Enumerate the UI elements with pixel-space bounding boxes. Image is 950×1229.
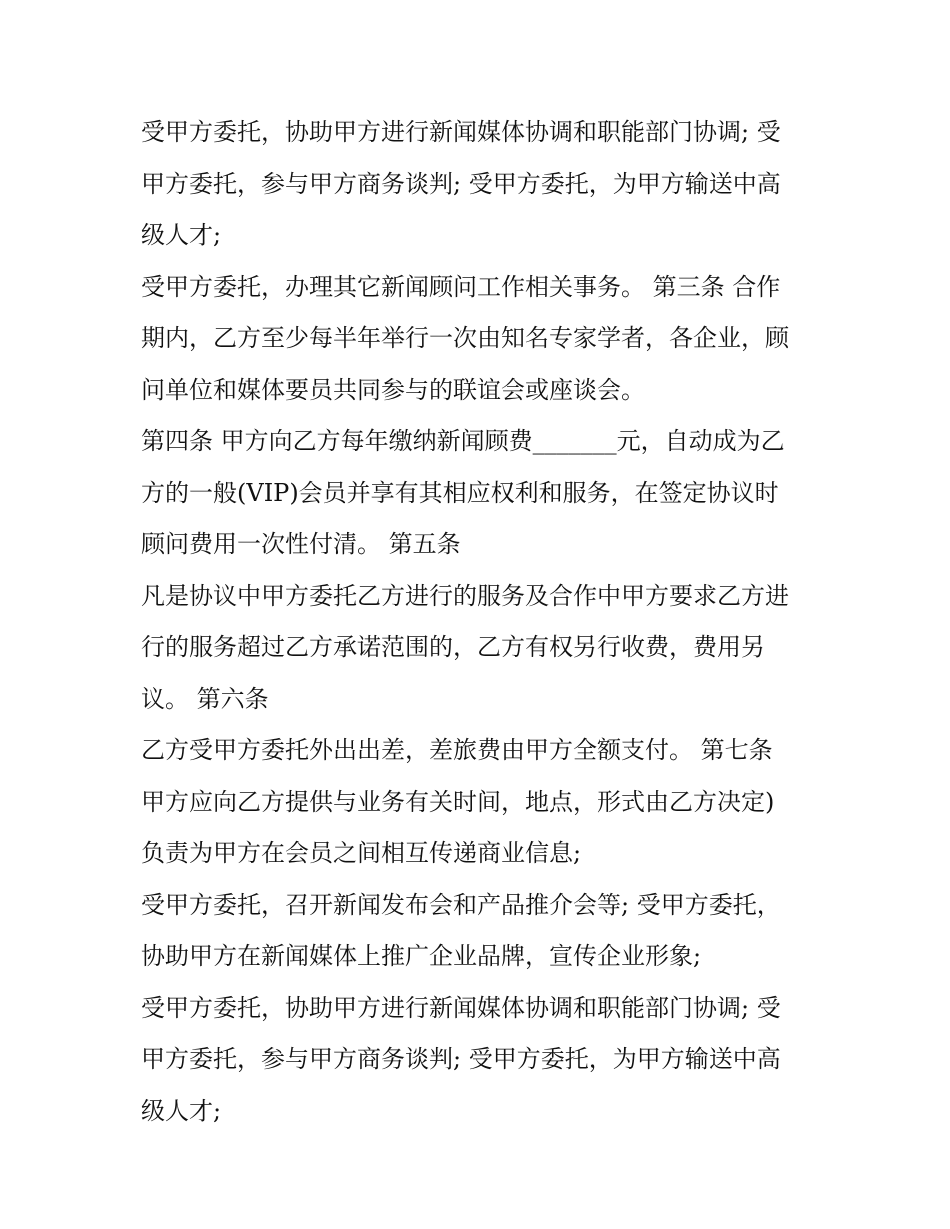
text-line: 甲方委托，参与甲方商务谈判; 受甲方委托，为甲方输送中高 xyxy=(141,1045,781,1073)
text-line: 受甲方委托，召开新闻发布会和产品推介会等; 受甲方委托， xyxy=(141,890,781,919)
text-line: 负责为甲方在会员之间相互传递商业信息; xyxy=(141,839,582,867)
text-line: 第四条 甲方向乙方每年缴纳新闻顾费_______元，自动成为乙 xyxy=(141,427,785,455)
text-line: 顾问费用一次性付清。 第五条 xyxy=(141,530,461,558)
text-line: 协助甲方在新闻媒体上推广企业品牌，宣传企业形象; xyxy=(141,942,702,970)
text-line: 受甲方委托，协助甲方进行新闻媒体协调和职能部门协调; 受 xyxy=(141,118,781,146)
document-body xyxy=(141,107,821,1137)
text-line: 受甲方委托，办理其它新闻顾问工作相关事务。 第三条 合作 xyxy=(141,272,781,301)
text-line: 行的服务超过乙方承诺范围的，乙方有权另行收费，费用另 xyxy=(141,633,765,661)
text-line: 甲方委托，参与甲方商务谈判; 受甲方委托，为甲方输送中高 xyxy=(141,169,781,198)
text-line: 受甲方委托，协助甲方进行新闻媒体协调和职能部门协调; 受 xyxy=(141,993,781,1022)
text-line: 方的一般(VIP)会员并享有其相应权利和服务，在签定协议时 xyxy=(141,478,779,507)
text-line: 乙方受甲方委托外出出差，差旅费由甲方全额支付。 第七条 xyxy=(141,736,773,764)
text-line: 问单位和媒体要员共同参与的联谊会或座谈会。 xyxy=(141,375,645,404)
text-line: 议。 第六条 xyxy=(141,684,269,713)
text-line: 甲方应向乙方提供与业务有关时间，地点，形式由乙方决定) xyxy=(141,787,775,816)
text-line: 期内，乙方至少每半年举行一次由知名专家学者，各企业，顾 xyxy=(141,324,789,352)
text-line: 级人才; xyxy=(141,221,222,249)
text-line: 级人才; xyxy=(141,1096,222,1125)
text-line: 凡是协议中甲方委托乙方进行的服务及合作中甲方要求乙方进 xyxy=(141,581,789,610)
